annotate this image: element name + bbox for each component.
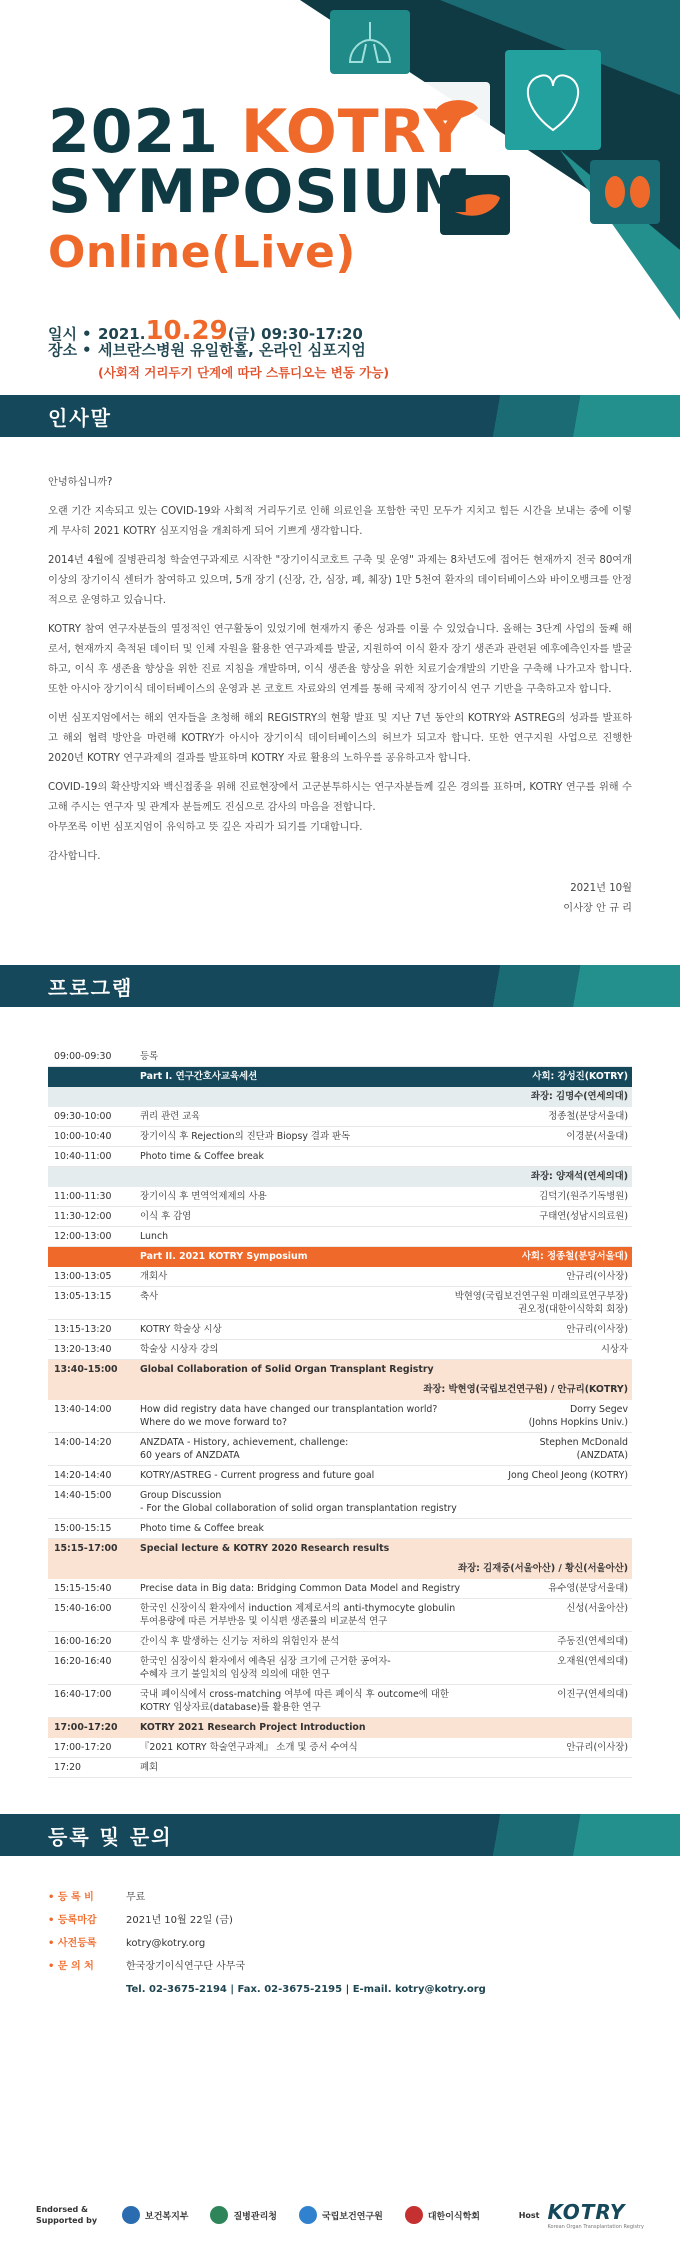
program-row — [48, 1685, 632, 1718]
reg-row-contact — [48, 1955, 632, 1978]
program-row — [48, 1652, 632, 1685]
reg-tel-line: Tel. 02-3675-2194 | Fax. 02-3675-2195 | E-mail. kotry@kotry.org — [126, 1984, 486, 1995]
hero-section — [0, 0, 680, 395]
program-speaker: Dorry Segev (Johns Hopkins Univ.) — [528, 1404, 628, 1428]
reg-key: • 문 의 처 — [48, 1955, 126, 1978]
section-bar-stripe — [420, 395, 680, 437]
signature — [0, 879, 680, 919]
place-note: (사회적 거리두기 단계에 따라 스튜디오는 변동 가능) — [98, 365, 390, 380]
program-row — [48, 1599, 632, 1632]
program-row — [48, 1758, 632, 1778]
date-row — [48, 316, 389, 346]
reg-row-preregister — [48, 1932, 632, 1955]
program-content: 학술상 시상자 강의 — [140, 1344, 219, 1355]
program-speaker: 안규리(이사장) — [566, 1324, 628, 1335]
program-row — [48, 1107, 632, 1127]
program-row — [48, 1559, 632, 1579]
program-time: 14:00-14:20 — [54, 1437, 112, 1448]
program-content: 간이식 후 발생하는 신기능 저하의 위험인자 분석 — [140, 1636, 340, 1647]
title-online-live: Online(Live) — [48, 227, 356, 278]
program-row — [48, 1207, 632, 1227]
program-section-title: 프로그램 — [48, 975, 134, 1000]
registration-section-bar — [0, 1814, 680, 1856]
place-row — [48, 339, 389, 362]
program-speaker: 이진구(연세의대) — [557, 1689, 628, 1700]
program-time: 13:05-13:15 — [54, 1291, 112, 1302]
date-label: 일시 — [48, 325, 77, 343]
lungs-tile — [330, 10, 410, 74]
greeting-paragraph: KOTRY 참여 연구자분들의 열정적인 연구활동이 있었기에 현재까지 좋은 성과를 이룰 수 있었습니다. 올해는 3단계 사업의 둘째 해로서, 현재까지 축적된 데이터 및 인체 자원을 활용한 연구과제를 발굴, 지원하여 이식 환자 장기 생존과 관련된 예후예측인자를 발굴하고, 이식 후 생존율 향상을 위한 진료 지침을 개발하며, 이식 생존율 향상을 위한 치료기술개발의 기반을 구축해 나가고자 합니다. 또한 아시아 장기이식 데이터베이스의 운영과 본 코호트 자료와의 연계를 통해 국제적 장기이식 연구 기반을 구축하고자 합니다. — [48, 624, 632, 695]
program-speaker: 사회: 강성진(KOTRY) — [532, 1071, 628, 1082]
program-speaker: 주동진(연세의대) — [557, 1636, 628, 1647]
program-content: 『2021 KOTRY 학술연구과제』 소개 및 증서 수여식 — [140, 1742, 358, 1753]
program-content: Group Discussion - For the Global collaboration of solid organ transplantation registry — [140, 1490, 457, 1514]
kst-emblem-icon — [405, 2206, 423, 2224]
program-content: 이식 후 감염 — [140, 1211, 192, 1222]
reg-key: • 등록마감 — [48, 1909, 126, 1932]
date-bullet: • — [82, 325, 92, 343]
registration-section-title: 등록 및 문의 — [48, 1824, 173, 1849]
greeting-paragraph: 2014년 4월에 질병관리청 학술연구과제로 시작한 "장기이식코호트 구축 및 운영" 과제는 8차년도에 접어든 현재까지 전국 80여개 이상의 장기이식 센터가 참여하고 있으며, 5개 장기 (신장, 간, 심장, 폐, 췌장) 1만 5천여 환자의 데이터베이스와 바이오뱅크를 안정적으로 운영하고 있습니다. — [48, 555, 632, 606]
program-row — [48, 1380, 632, 1400]
nih-emblem-icon — [299, 2206, 317, 2224]
program-table — [0, 1007, 680, 1778]
program-row — [48, 1167, 632, 1187]
date-prefix: 2021. — [98, 325, 146, 343]
reg-row-deadline — [48, 1909, 632, 1932]
program-row — [48, 1067, 632, 1087]
logo-mohw — [122, 2206, 188, 2224]
title-block — [48, 97, 473, 280]
title-kotry: KOTRY — [240, 97, 468, 167]
title-line-1 — [48, 97, 472, 167]
program-row — [48, 1433, 632, 1466]
program-row — [48, 1632, 632, 1652]
greeting-body — [0, 437, 680, 867]
program-row — [48, 1519, 632, 1539]
program-time: 15:00-15:15 — [54, 1523, 112, 1534]
section-bar-stripe — [420, 965, 680, 1007]
date-day: 10.29 — [145, 316, 228, 346]
greeting-paragraph: 감사합니다. — [48, 851, 101, 862]
program-time: 17:20 — [54, 1762, 82, 1773]
program-content: Special lecture & KOTRY 2020 Research results — [140, 1543, 390, 1554]
program-row — [48, 1147, 632, 1167]
host-block — [519, 2200, 644, 2230]
logo-label: 보건복지부 — [145, 2211, 189, 2222]
logo-label: 질병관리청 — [233, 2211, 277, 2222]
program-content: Part II. 2021 KOTRY Symposium — [140, 1251, 308, 1262]
program-speaker: Stephen McDonald (ANZDATA) — [539, 1437, 628, 1461]
program-speaker: 박현영(국립보건연구원 미래의료연구부장) 권오정(대한이식학회 회장) — [454, 1291, 628, 1315]
program-row — [48, 1087, 632, 1107]
program-time: 17:00-17:20 — [54, 1722, 118, 1733]
program-content: 한국인 심장이식 환자에서 예측된 심장 크기에 근거한 공여자- 수혜자 크기 불일치의 임상적 의의에 대한 연구 — [140, 1656, 391, 1680]
reg-value: 2021년 10월 22일 (금) — [126, 1915, 233, 1926]
program-content: 개회사 — [140, 1271, 168, 1282]
program-time: 11:30-12:00 — [54, 1211, 112, 1222]
program-speaker: 오재원(연세의대) — [557, 1656, 628, 1667]
program-time: 14:40-15:00 — [54, 1490, 112, 1501]
program-row — [48, 1466, 632, 1486]
logo-nih — [299, 2206, 383, 2224]
greeting-paragraph: 안녕하십니까? — [48, 477, 113, 488]
program-speaker: 정종철(분당서울대) — [548, 1111, 628, 1122]
program-row — [48, 1360, 632, 1380]
program-speaker: 신성(서울아산) — [566, 1603, 628, 1614]
program-row — [48, 1738, 632, 1758]
program-content: 장기이식 후 면역억제제의 사용 — [140, 1191, 267, 1202]
program-row — [48, 1247, 632, 1267]
logo-kdca — [210, 2206, 276, 2224]
greeting-paragraph: 이번 심포지엄에서는 해외 연자들을 초청해 해외 REGISTRY의 현황 발표 및 지난 7년 동안의 KOTRY와 ASTREG의 성과를 발표하고 해외 협력 방안을 마련해 KOTRY가 아시아 장기이식 데이터베이스의 허브가 되고자 합니다. 또한 연구지원 사업으로 진행한 2020년 KOTRY 연구과제의 결과를 발표하며 KOTRY 자료 활용의 노하우를 공유하고자 합니다. — [48, 713, 632, 764]
program-row — [48, 1267, 632, 1287]
kotry-logo — [547, 2200, 644, 2230]
program-content: Part I. 연구간호사교육세션 — [140, 1071, 258, 1082]
title-line-2: SYMPOSIUM — [48, 157, 473, 227]
program-speaker: 김덕기(원주기독병원) — [539, 1191, 628, 1202]
logo-label: 국립보건연구원 — [321, 2211, 383, 2222]
program-row — [48, 1187, 632, 1207]
program-speaker: 유수영(분당서울대) — [548, 1583, 628, 1594]
program-speaker: 구태연(성남시의료원) — [539, 1211, 628, 1222]
place-value: 세브란스병원 유일한홀, 온라인 심포지엄 — [98, 341, 366, 359]
program-time: 13:40-14:00 — [54, 1404, 112, 1415]
program-speaker: 좌장: 양재석(연세의대) — [530, 1171, 628, 1182]
program-row — [48, 1127, 632, 1147]
program-content: ANZDATA - History, achievement, challenge: 60 years of ANZDATA — [140, 1437, 349, 1461]
program-row — [48, 1400, 632, 1433]
kotry-logo-text: KOTRY — [547, 2200, 626, 2224]
program-content: KOTRY/ASTREG - Current progress and future goal — [140, 1470, 375, 1481]
program-content: 장기이식 후 Rejection의 진단과 Biopsy 결과 판독 — [140, 1131, 351, 1142]
program-content: Precise data in Big data: Bridging Common Data Model and Registry — [140, 1583, 461, 1594]
program-time: 11:00-11:30 — [54, 1191, 112, 1202]
program-row — [48, 1047, 632, 1067]
logo-kst — [405, 2206, 480, 2224]
program-time: 13:40-15:00 — [54, 1364, 118, 1375]
greeting-section-bar — [0, 395, 680, 437]
program-time: 13:20-13:40 — [54, 1344, 112, 1355]
event-info — [48, 316, 389, 381]
program-speaker: 시상자 — [600, 1344, 628, 1355]
program-section-bar — [0, 965, 680, 1007]
date-suffix: (금) 09:30-17:20 — [227, 325, 363, 343]
registration-info — [0, 1856, 680, 2001]
program-row — [48, 1227, 632, 1247]
program-speaker: 사회: 정종철(분당서울대) — [521, 1251, 628, 1262]
program-content: KOTRY 학술상 시상 — [140, 1324, 222, 1335]
section-bar-stripe — [420, 1814, 680, 1856]
program-row — [48, 1718, 632, 1738]
sign-name: 이사장 안 규 리 — [563, 903, 632, 914]
program-time: 12:00-13:00 — [54, 1231, 112, 1242]
kotry-logo-sub: Korean Organ Transplantation Registry — [547, 2224, 644, 2230]
reg-row-fee — [48, 1886, 632, 1909]
program-content: Photo time & Coffee break — [140, 1523, 264, 1534]
greeting-paragraph: 오랜 기간 지속되고 있는 COVID-19와 사회적 거리두기로 인해 의료인을 포함한 국민 모두가 지치고 힘든 시간을 보내는 중에 이렇게 무사히 2021 KOTRY 심포지엄을 개최하게 되어 기쁘게 생각합니다. — [48, 506, 632, 537]
greeting-section-title: 인사말 — [48, 405, 112, 430]
reg-value: 무료 — [126, 1892, 146, 1903]
program-content: KOTRY 2021 Research Project Introduction — [140, 1722, 366, 1733]
logo-label: 대한이식학회 — [427, 2211, 480, 2222]
spacer — [0, 919, 680, 965]
program-time: 15:15-17:00 — [54, 1543, 118, 1554]
endorsed-label: Endorsed & Supported by — [36, 2205, 98, 2225]
program-speaker: 좌장: 김명수(연세의대) — [530, 1091, 628, 1102]
program-row — [48, 1287, 632, 1320]
program-content: 축사 — [140, 1291, 159, 1302]
program-speaker: 좌장: 김재중(서울아산) / 황신(서울아산) — [458, 1563, 628, 1574]
program-speaker: 안규리(이사장) — [566, 1271, 628, 1282]
mohw-emblem-icon — [122, 2206, 140, 2224]
footer — [0, 2185, 680, 2245]
program-content: Photo time & Coffee break — [140, 1151, 264, 1162]
program-time: 13:15-13:20 — [54, 1324, 112, 1335]
heart-tile — [505, 50, 601, 150]
program-time: 09:30-10:00 — [54, 1111, 112, 1122]
program-content: 폐회 — [140, 1762, 159, 1773]
program-row — [48, 1340, 632, 1360]
program-time: 10:00-10:40 — [54, 1131, 112, 1142]
program-time: 16:40-17:00 — [54, 1689, 112, 1700]
spacer — [0, 1778, 680, 1814]
program-row — [48, 1539, 632, 1559]
program-content: 등록 — [140, 1051, 159, 1062]
program-time: 13:00-13:05 — [54, 1271, 112, 1282]
reg-key: • 등 록 비 — [48, 1886, 126, 1909]
program-time: 17:00-17:20 — [54, 1742, 112, 1753]
program-content: Global Collaboration of Solid Organ Transplant Registry — [140, 1364, 434, 1375]
title-year: 2021 — [48, 97, 241, 167]
program-time: 16:20-16:40 — [54, 1656, 112, 1667]
program-time: 09:00-09:30 — [54, 1051, 112, 1062]
greeting-paragraph: COVID-19의 확산방지와 백신접종을 위해 진료현장에서 고군분투하시는 연구자분들께 깊은 경의를 표하며, KOTRY 연구를 위해 수고해 주시는 연구자 및 관계자 분들께도 진심으로 감사의 마음을 전합니다. 아무쪼록 이번 심포지엄이 유익하고 뜻 깊은 자리가 되기를 기대합니다. — [48, 782, 632, 833]
program-time: 14:20-14:40 — [54, 1470, 112, 1481]
program-row — [48, 1320, 632, 1340]
reg-value: 한국장기이식연구단 사무국 — [126, 1961, 246, 1972]
program-time: 15:15-15:40 — [54, 1583, 112, 1594]
program-time: 10:40-11:00 — [54, 1151, 112, 1162]
program-speaker: 이경분(서울대) — [566, 1131, 628, 1142]
program-speaker: 좌장: 박현영(국립보건연구원) / 안규리(KOTRY) — [423, 1384, 628, 1395]
program-content: 한국인 신장이식 환자에서 induction 제제로서의 anti-thymocyte globulin 투여용량에 따른 거부반응 및 이식편 생존률의 비교분석 연구 — [140, 1603, 456, 1627]
host-label: Host — [518, 2210, 540, 2220]
kdca-emblem-icon — [210, 2206, 228, 2224]
program-speaker: 안규리(이사장) — [566, 1742, 628, 1753]
program-time: 15:40-16:00 — [54, 1603, 112, 1614]
program-content: 퀴리 관련 교육 — [140, 1111, 201, 1122]
program-time: 16:00-16:20 — [54, 1636, 112, 1647]
program-row — [48, 1486, 632, 1519]
reg-email-link[interactable]: kotry@kotry.org — [126, 1938, 206, 1949]
reg-key: • 사전등록 — [48, 1932, 126, 1955]
program-speaker: Jong Cheol Jeong (KOTRY) — [508, 1470, 628, 1481]
program-content: 국내 폐이식에서 cross-matching 여부에 따른 폐이식 후 outcome에 대한 KOTRY 임상자료(database)를 활용한 연구 — [140, 1689, 449, 1713]
place-bullet: • — [82, 341, 92, 359]
program-content: Lunch — [140, 1231, 169, 1242]
place-label: 장소 — [48, 341, 77, 359]
program-content: How did registry data have changed our transplantation world? Where do we move forward to? — [140, 1404, 438, 1428]
sign-date: 2021년 10월 — [570, 883, 632, 894]
program-row — [48, 1579, 632, 1599]
